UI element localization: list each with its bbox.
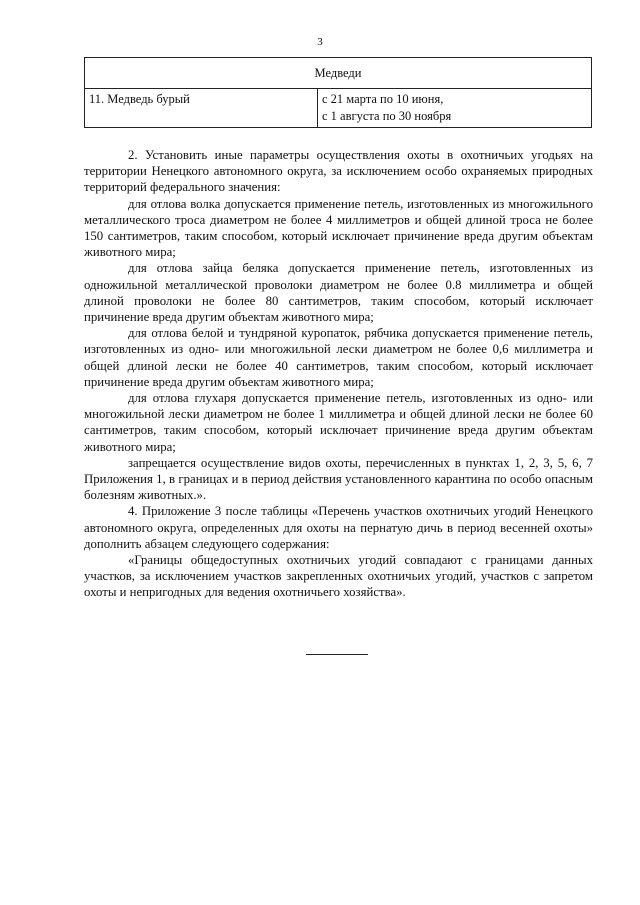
paragraph-hare-snares: для отлова зайца беляка допускается применение петель, изготовленных из одножильной металлической проволоки диаметром не более 0.8 миллиметра и общей длиной проволоки не более 80 сантиметров, таким способом, который исключает причинение вреда другим объектам животного мира; [84, 261, 593, 325]
paragraph-item-4: 4. Приложение 3 после таблицы «Перечень участков охотничьих угодий Ненецкого автономного округа, определенных для охоты на пернатую дичь в период весенней охоты» дополнить абзацем следующего содержания: [84, 504, 593, 551]
paragraph-item-2: 2. Установить иные параметры осуществления охоты в охотничьих угодьях на территории Ненецкого автономного округа, за исключением особо охраняемых природных территорий федерального значения: [84, 148, 593, 195]
paragraph-wolf-snares: для отлова волка допускается применение петель, изготовленных из многожильного металлического троса диаметром не более 4 миллиметров и общей длиной троса не более 150 сантиметров, таким способом, который исключает причинение вреда другим объектам животного мира; [84, 196, 593, 260]
document-body [84, 147, 593, 601]
period-line: с 1 августа по 30 ноября [322, 109, 452, 123]
period-line: с 21 марта по 10 июня, [322, 92, 444, 106]
page-number: 3 [317, 36, 323, 48]
closing-divider [306, 654, 368, 655]
species-table [84, 57, 592, 128]
paragraph-borders-quote: «Границы общедоступных охотничьих угодий совпадают с границами данных участков, за исключением участков закрепленных охотничьих угодий, участков с запретом охоты и непригодных для ведения охотничьего хозяйства». [84, 553, 593, 600]
period-cell [318, 89, 592, 128]
table-group-row [85, 58, 592, 89]
paragraph-ptarmigan-snares: для отлова белой и тундряной куропаток, рябчика допускается применение петель, изготовленных из одно- или многожильной лески диаметром не более 0,6 миллиметра и общей длиной лески не более 40 сантиметров, таким способом, который исключает причинение вреда другим объектам животного мира; [84, 326, 593, 389]
species-cell: 11. Медведь бурый [85, 89, 318, 128]
paragraph-quarantine-ban: запрещается осуществление видов охоты, перечисленных в пунктах 1, 2, 3, 5, 6, 7 Приложения 1, в границах и в период действия установленного карантина по особо опасным болезням животных.». [84, 455, 593, 503]
paragraph-capercaillie-snares: для отлова глухаря допускается применение петель, изготовленных из одно- или многожильной лески диаметром не более 1 миллиметра и общей длиной лески не более 60 сантиметров, таким способом, который исключает причинение вреда другим объектам животного мира; [84, 391, 593, 454]
table-group-header: Медведи [85, 58, 592, 89]
table-row [85, 89, 592, 128]
